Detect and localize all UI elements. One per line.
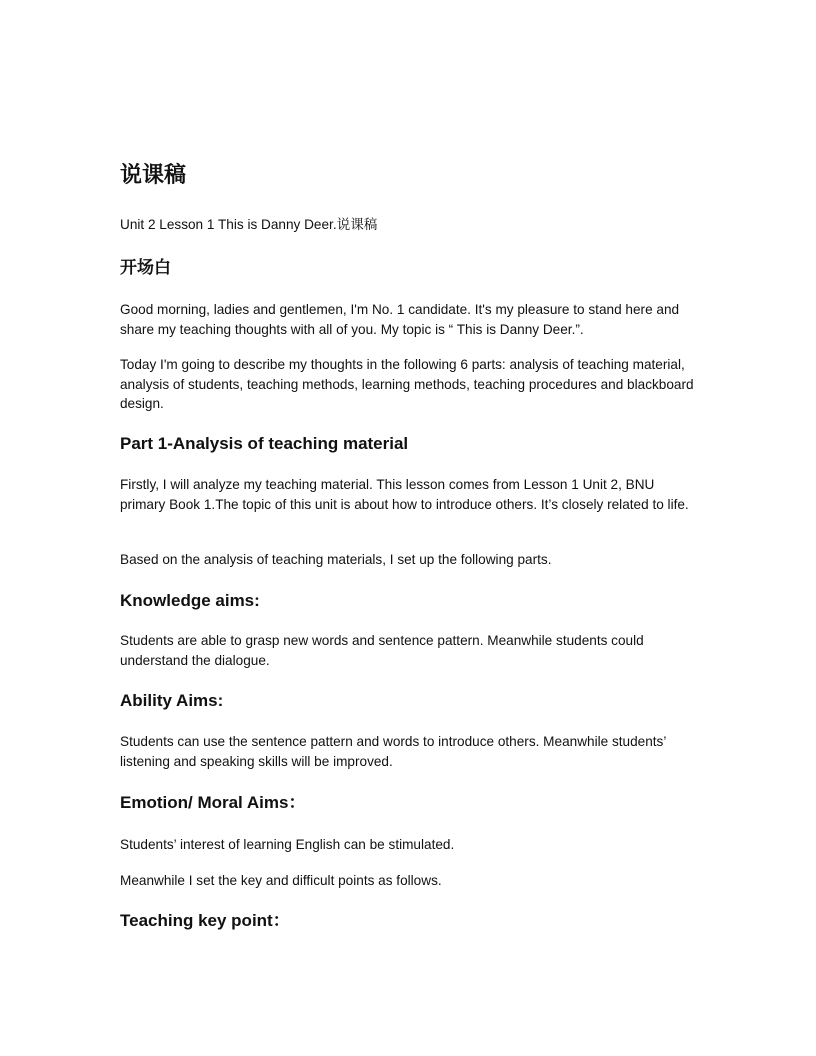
section-heading-emotion-aims: Emotion/ Moral Aims：: [120, 793, 306, 812]
paragraph-ability-aims: Students can use the sentence pattern and words to introduce others. Meanwhile students’ listening and speaking skills will be improved.: [120, 734, 666, 769]
paragraph-opening-2: Today I'm going to describe my thoughts in the following 6 parts: analysis of teaching material, analysis of students, teaching methods, learning methods, teaching procedures and blackboard design.: [120, 357, 694, 412]
document-title: 说课稿: [120, 162, 187, 187]
document-subtitle: Unit 2 Lesson 1 This is Danny Deer.说课稿: [120, 217, 378, 232]
section-heading-knowledge-aims: Knowledge aims:: [120, 591, 260, 610]
section-heading-ability-aims: Ability Aims:: [120, 691, 224, 710]
paragraph-part1-2: Based on the analysis of teaching materials, I set up the following parts.: [120, 552, 552, 567]
section-heading-part1: Part 1-Analysis of teaching material: [120, 434, 409, 453]
section-heading-opening: 开场白: [120, 258, 171, 277]
paragraph-emotion-aims-1: Students’ interest of learning English can be stimulated.: [120, 837, 455, 852]
paragraph-part1-1: Firstly, I will analyze my teaching material. This lesson comes from Lesson 1 Unit 2, BNU primary Book 1.The topic of this unit is about how to introduce others. It’s closely related to life.: [120, 477, 689, 512]
paragraph-emotion-aims-2: Meanwhile I set the key and difficult points as follows.: [120, 873, 442, 888]
section-heading-teaching-key-point: Teaching key point：: [120, 911, 290, 930]
paragraph-opening-1: Good morning, ladies and gentlemen, I'm No. 1 candidate. It's my pleasure to stand here and share my teaching thoughts with all of you. My topic is “ This is Danny Deer.”.: [120, 302, 680, 337]
paragraph-knowledge-aims: Students are able to grasp new words and sentence pattern. Meanwhile students could understand the dialogue.: [120, 633, 644, 668]
